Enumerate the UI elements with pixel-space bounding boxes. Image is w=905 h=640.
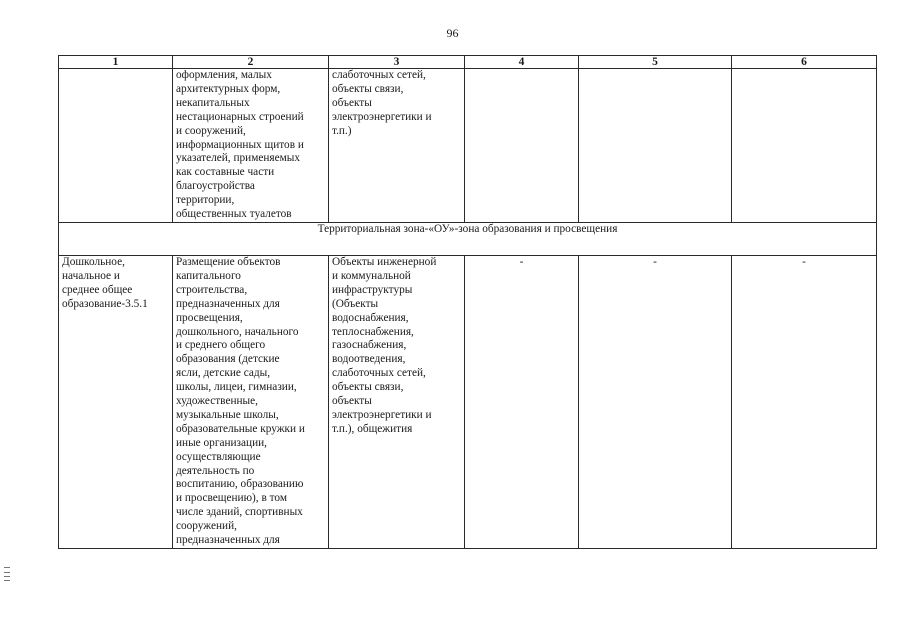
cell-line: водоотведения, [332, 353, 406, 366]
cell-line: начальное и [62, 269, 120, 282]
cell-line: объекты связи, [332, 82, 404, 95]
cell-line: информационных щитов и [176, 138, 304, 151]
cell-line: некапитальных [176, 96, 250, 109]
zoning-table [58, 55, 877, 549]
education-col-6: - [732, 255, 877, 548]
header-row [59, 56, 877, 69]
cell-line: водоснабжения, [332, 311, 409, 324]
zone-heading: Территориальная зона-«ОУ»-зона образования и просвещения [59, 222, 877, 255]
continuation-col-1 [59, 69, 173, 223]
cell-line: слаботочных сетей, [332, 367, 426, 380]
education-col-2 [173, 255, 329, 548]
cell-line: среднее общее [62, 283, 133, 296]
cell-line: предназначенных для [176, 534, 280, 547]
header-col-1: 1 [59, 56, 173, 69]
header-col-5: 5 [579, 56, 732, 69]
cell-line: и среднего общего [176, 339, 266, 352]
cell-line: слаботочных сетей, [332, 69, 426, 81]
cell-line: школы, лицеи, гимназии, [176, 381, 297, 394]
cell-line: капитального [176, 269, 241, 282]
cell-line: деятельность по [176, 464, 255, 477]
cell-line: осуществляющие [176, 450, 261, 463]
education-col-1 [59, 255, 173, 548]
cell-line: иные организации, [176, 436, 267, 449]
continuation-col-2 [173, 69, 329, 223]
page-number: 96 [446, 26, 459, 40]
cell-line: (Объекты [332, 297, 379, 310]
education-row [59, 255, 877, 548]
cell-line: благоустройства [176, 180, 255, 193]
cell-line: электроэнергетики и [332, 408, 432, 421]
cell-line: образование-3.5.1 [62, 297, 148, 310]
continuation-col-6 [732, 69, 877, 223]
cell-line: теплоснабжения, [332, 325, 414, 338]
cell-line: Дошкольное, [62, 255, 125, 268]
education-col-3 [329, 255, 465, 548]
cell-line: объекты [332, 395, 372, 408]
cell-line: нестационарных строений [176, 110, 304, 123]
cell-line: территории, [176, 194, 235, 207]
cell-line: сооружений, [176, 520, 237, 533]
cell-line: дошкольного, начального [176, 325, 299, 338]
cell-line: оформления, малых [176, 69, 272, 81]
cell-line: объекты [332, 96, 372, 109]
cell-line: художественные, [176, 395, 258, 408]
continuation-col-5 [579, 69, 732, 223]
continuation-col-3 [329, 69, 465, 223]
cell-line: музыкальные школы, [176, 408, 279, 421]
cell-line: воспитанию, образованию [176, 478, 304, 491]
cell-line: и сооружений, [176, 124, 246, 137]
header-col-6: 6 [732, 56, 877, 69]
cell-line: т.п.) [332, 124, 352, 137]
zone-heading-row [59, 222, 877, 255]
cell-line: Объекты инженерной [332, 255, 437, 268]
cell-line: образовательные кружки и [176, 422, 305, 435]
cell-line: общественных туалетов [176, 208, 292, 221]
header-col-4: 4 [465, 56, 579, 69]
cell-line: объекты связи, [332, 381, 404, 394]
education-col-4: - [465, 255, 579, 548]
cell-line: как составные части [176, 166, 275, 179]
cell-line: предназначенных для [176, 297, 280, 310]
cell-line: электроэнергетики и [332, 110, 432, 123]
cell-line: просвещения, [176, 311, 243, 324]
cell-line: и просвещению), в том [176, 492, 287, 505]
cell-line: образования (детские [176, 353, 280, 366]
cell-line: и коммунальной [332, 269, 411, 282]
education-col-5: - [579, 255, 732, 548]
cell-line: газоснабжения, [332, 339, 407, 352]
cell-line: строительства, [176, 283, 248, 296]
cell-line: архитектурных форм, [176, 82, 281, 95]
continuation-row [59, 69, 877, 223]
cell-line: инфраструктуры [332, 283, 413, 296]
header-col-2: 2 [173, 56, 329, 69]
margin-tick-mark [4, 567, 10, 581]
cell-line: ясли, детские сады, [176, 367, 271, 380]
continuation-col-4 [465, 69, 579, 223]
cell-line: числе зданий, спортивных [176, 506, 303, 519]
cell-line: Размещение объектов [176, 255, 281, 268]
cell-line: указателей, применяемых [176, 152, 301, 165]
cell-line: т.п.), общежития [332, 422, 413, 435]
header-col-3: 3 [329, 56, 465, 69]
